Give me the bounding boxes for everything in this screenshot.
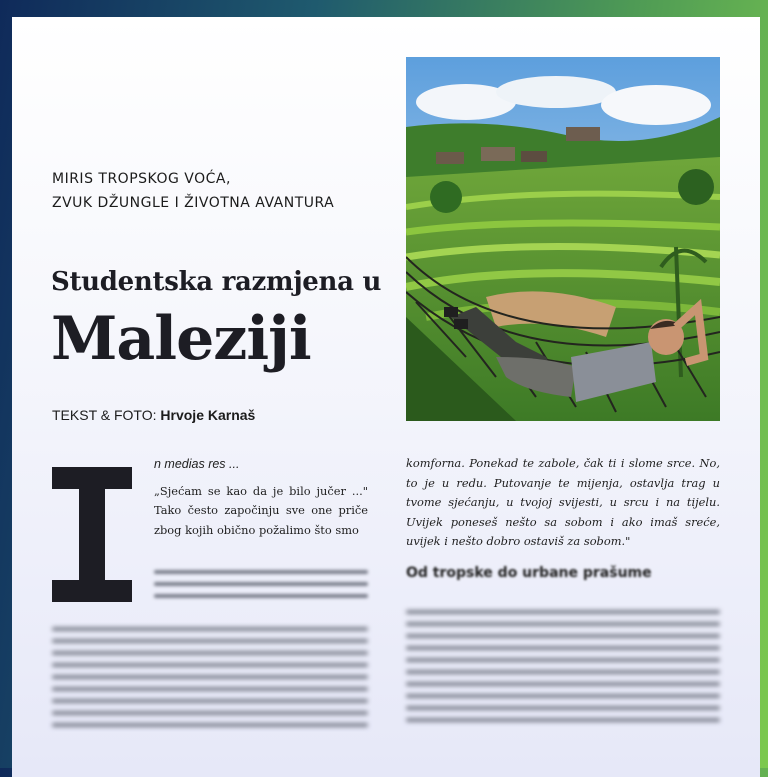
drop-cap-letter: I [91, 587, 93, 588]
byline [52, 407, 255, 423]
byline-label: TEKST & FOTO: [52, 407, 157, 423]
headline-line-2: Maleziji [51, 304, 311, 374]
blurred-text-right-column [406, 602, 720, 730]
section-heading: Od tropske do urbane prašume [406, 564, 652, 581]
kicker-line-1: MIRIS TROPSKOG VOĆA, [52, 171, 231, 187]
article-kicker [52, 167, 334, 215]
kicker-line-2: ZVUK DŽUNGLE I ŽIVOTNA AVANTURA [52, 195, 335, 211]
drop-cap [52, 467, 132, 602]
article-paragraph-right: komforna. Ponekad te zabole, čak ti i slome srce. No, to je u redu. Putovanje te mijenja, ostavlja trag u tvome sjećanju, u tvojoj svijesti, u srcu i na tijelu. Uvijek poneseš nešto sa sobom i ako imaš sreće, uvijek i nešto dobro ostaviš za sobom." [406, 456, 720, 548]
byline-author: Hrvoje Karnaš [160, 407, 256, 423]
article-intro: n medias res ... [154, 457, 240, 471]
article-photo [406, 57, 720, 421]
blurred-text-left-full [52, 619, 368, 735]
blurred-text-left-column [154, 562, 368, 606]
magazine-page [12, 17, 760, 777]
article-paragraph-left: „Sjećam se kao da je bilo jučer ..." Tako često započinju sve one priče zbog kojih obično požalimo što smo [154, 483, 368, 537]
article-column-right [406, 454, 720, 583]
article-column-left [154, 455, 368, 540]
hammock-photo-illustration [406, 57, 720, 421]
headline-line-1: Studentska razmjena u [51, 267, 382, 297]
